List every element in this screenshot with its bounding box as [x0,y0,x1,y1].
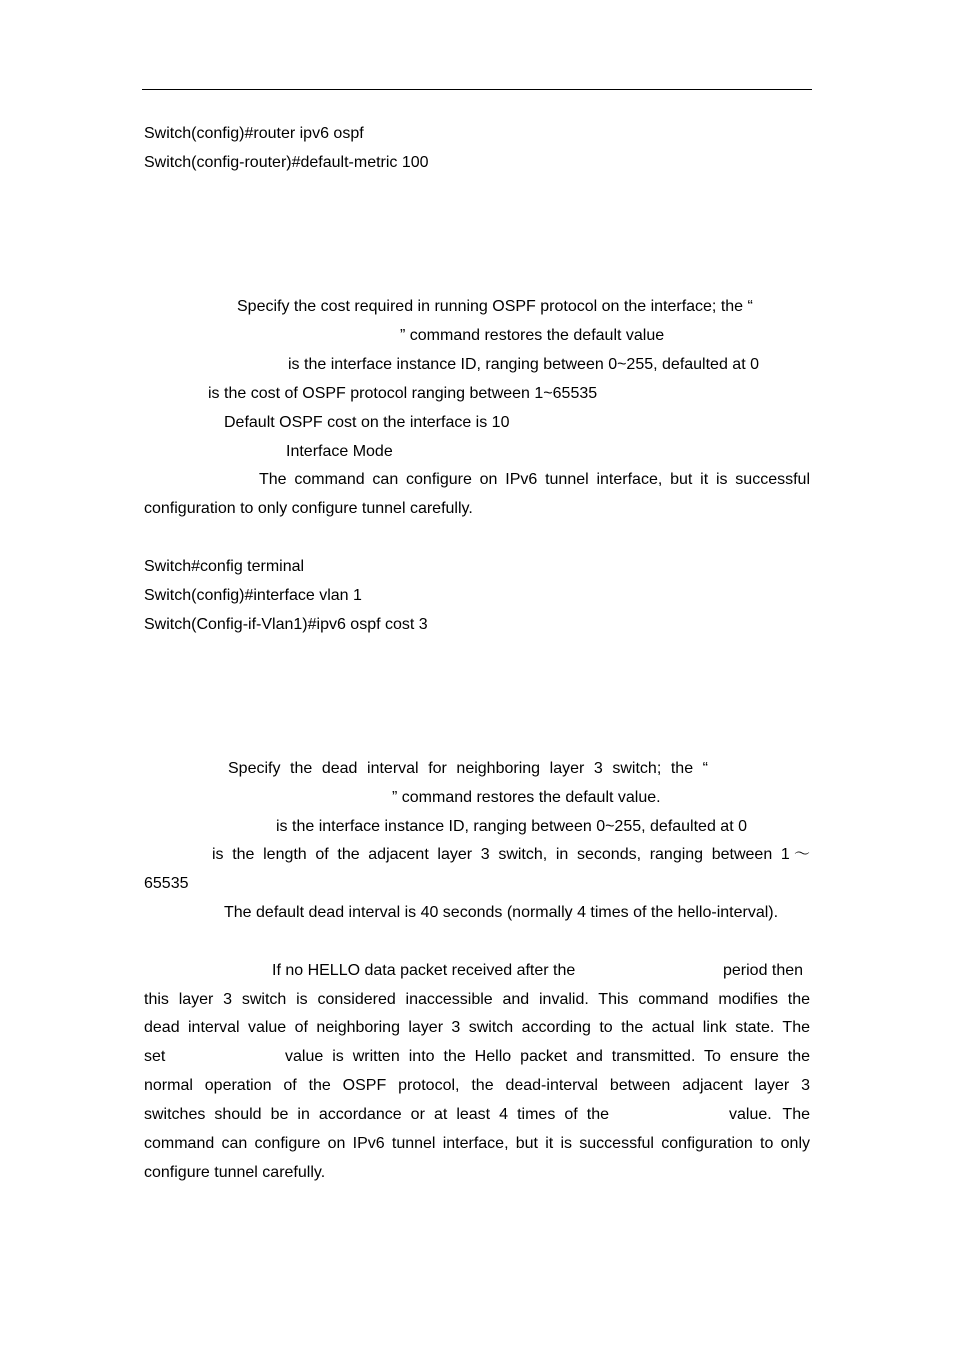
usage-text: configure tunnel carefully. [144,1164,326,1181]
usage-text: set [144,1048,166,1065]
example-line: Switch(config)#interface vlan 1 [144,587,362,604]
example-line: Switch(config)#router ipv6 ospf [144,125,364,142]
parameter-text: is the cost of OSPF protocol ranging between 1~65535 [208,385,598,402]
parameter-text: is the interface instance ID, ranging between 0~255, defaulted at 0 [288,356,759,373]
header-rule [142,89,812,90]
function-text: Specify the dead interval for neighboring layer 3 switch; the “ [228,760,708,777]
usage-text: value. The [729,1106,810,1123]
default-text: The default dead interval is 40 seconds (normally 4 times of the hello-interval). [224,904,779,921]
usage-text: command can configure on IPv6 tunnel interface, but it is successful configuration to only [144,1135,810,1152]
function-text-cont: ” command restores the default value. [392,789,661,806]
example-line: Switch(Config-if-Vlan1)#ipv6 ospf cost 3 [144,616,428,633]
usage-text: If no HELLO data packet received after the [272,962,576,979]
parameter-text-cont: 65535 [144,875,189,892]
parameter-text: is the interface instance ID, ranging between 0~255, defaulted at 0 [276,818,747,835]
usage-text: configuration to only configure tunnel carefully. [144,500,473,517]
example-line: Switch#config terminal [144,558,305,575]
example-line: Switch(config-router)#default-metric 100 [144,154,429,171]
usage-text: period then [723,962,804,979]
function-text: Specify the cost required in running OSPF protocol on the interface; the “ [237,298,753,315]
usage-text: this layer 3 switch is considered inaccessible and invalid. This command modifies the [144,991,810,1008]
usage-text: switches should be in accordance or at least 4 times of the [144,1106,609,1123]
usage-text: normal operation of the OSPF protocol, the dead-interval between adjacent layer 3 [144,1077,810,1094]
function-text-cont: ” command restores the default value [400,327,665,344]
usage-text: dead interval value of neighboring layer 3 switch according to the actual link state. The [144,1019,810,1036]
usage-text: The command can configure on IPv6 tunnel interface, but it is successful [259,471,810,488]
default-text: Default OSPF cost on the interface is 10 [224,414,510,431]
usage-text: value is written into the Hello packet and transmitted. To ensure the [285,1048,810,1065]
command-mode-text: Interface Mode [286,443,393,460]
parameter-text: is the length of the adjacent layer 3 switch, in seconds, ranging between 1～ [212,846,810,863]
